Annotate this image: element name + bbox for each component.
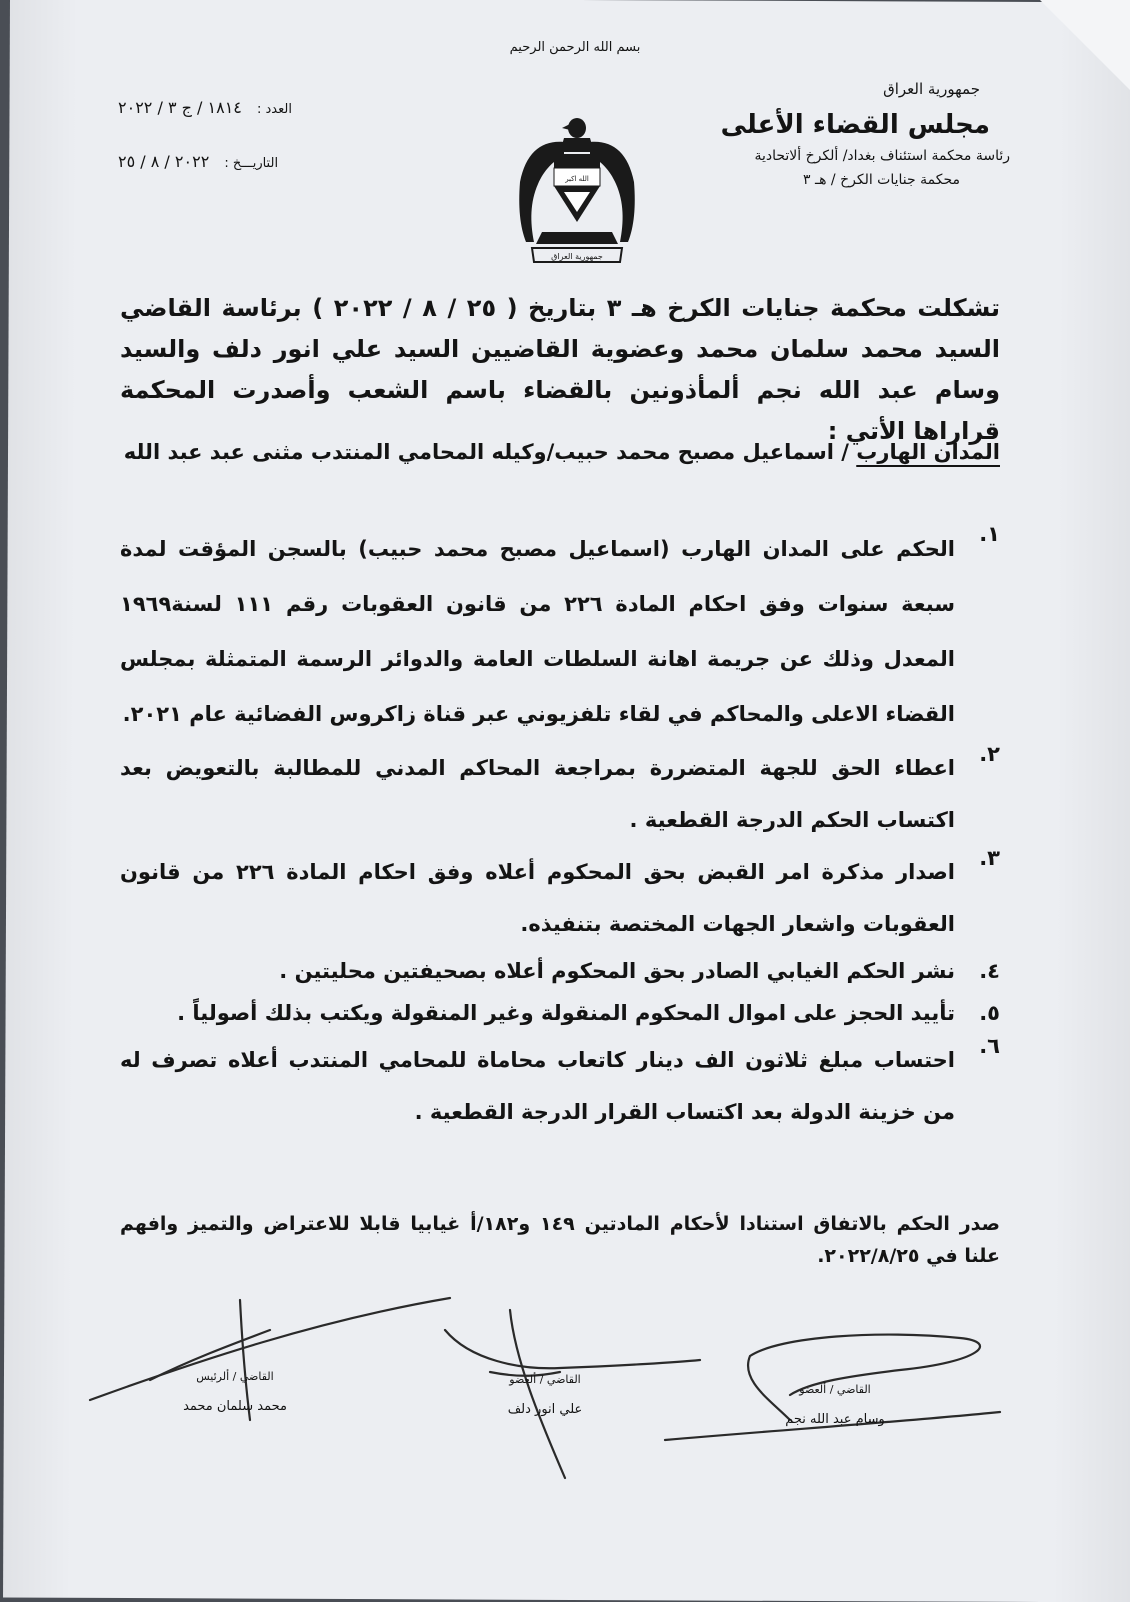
verdict-intro: تشكلت محكمة جنايات الكرخ هـ ٣ بتاريخ ( ٢٥ / ٨ / ٢٠٢٢ ) برئاسة القاضي السيد محمد سلمان محمد وعضوية القاضيين السيد علي انور دلف والسيد وسام عبد الله نجم ألمأذونين بالقضاء باسم الشعب وأصدرت المحكمة قراراها الأتي : <box>120 294 1000 445</box>
signature-name: محمد سلمان محمد <box>183 1399 287 1414</box>
document-date-value: ٢٠٢٢ / ٨ / ٢٥ <box>118 152 210 171</box>
presidency-name: رئاسة محكمة استئناف بغداد/ ألكرخ ألاتحادية <box>754 148 1010 164</box>
item-text: احتساب مبلغ ثلاثون الف دينار كاتعاب محاماة للمحامي المنتدب أعلاه تصرف له من خزينة الدولة بعد اكتساب القرار الدرجة القطعية . <box>120 1048 955 1124</box>
court-name: محكمة جنايات الكرخ / هـ ٣ <box>803 172 960 188</box>
signature-role: القاضي / ألرئيس <box>196 1370 274 1383</box>
item-number: ١. <box>979 522 1000 546</box>
signature-role: القاضي / ألعضو <box>799 1383 871 1396</box>
basmala: بسم الله الرحمن الرحيم <box>509 40 641 55</box>
item-text: نشر الحكم الغيابي الصادر بحق المحكوم أعلاه بصحيفتين محليتين . <box>279 959 955 983</box>
item-text: اعطاء الحق للجهة المتضررة بمراجعة المحاكم المدني للمطالبة بالتعويض بعد اكتساب الحكم الدرجة القطعية . <box>120 756 955 832</box>
document-date-label: التاريـــخ : <box>224 156 279 171</box>
item-number: ٥. <box>979 1001 1000 1025</box>
signature-name: وسام عبد الله نجم <box>785 1412 885 1427</box>
item-text: اصدار مذكرة امر القبض بحق المحكوم أعلاه وفق احكام المادة ٢٢٦ من قانون العقوبات واشعار الجهات المختصة بتنفيذه. <box>120 860 956 936</box>
verdict-closing: صدر الحكم بالاتفاق استنادا لأحكام المادتين ١٤٩ و١٨٢/أ غيابيا قابلا للاعتراض والتميز وافهم علنا في ٢٠٢٢/٨/٢٥. <box>120 1213 1000 1267</box>
council-name: مجلس القضاء الأعلى <box>720 110 990 140</box>
signature-member-2 <box>720 1383 950 1427</box>
item-number: ٤. <box>979 959 1000 983</box>
signature-name: علي انور دلف <box>507 1402 583 1417</box>
convict-name: / اسماعيل مصبح محمد حبيب/وكيله المحامي المنتدب مثنى عبد عبد الله <box>123 440 857 464</box>
signature-role: القاضي / ألعضو <box>509 1373 581 1386</box>
item-number: ٣. <box>979 846 1000 870</box>
country-name: جمهورية العراق <box>883 80 980 98</box>
convict-label: المدان الهارب <box>856 440 1000 464</box>
emblem-motto: جمهورية العراق <box>551 252 603 261</box>
signature-member-1 <box>470 1373 620 1417</box>
item-text: تأييد الحجز على اموال المحكوم المنقولة وغير المنقولة ويكتب بذلك أصولياً . <box>177 1001 955 1025</box>
item-number: ٢. <box>979 742 1000 766</box>
emblem-inscription: الله اكبر <box>565 175 589 183</box>
item-number: ٦. <box>979 1034 1000 1058</box>
reference-number-value: ١٨١٤ / ج ٣ / ٢٠٢٢ <box>118 98 242 117</box>
reference-number-label: العدد : <box>256 102 292 117</box>
item-text: الحكم على المدان الهارب (اسماعيل مصبح محمد حبيب) بالسجن المؤقت لمدة سبعة سنوات وفق احكام المادة ٢٢٦ من قانون العقوبات رقم ١١١ لسنة١٩٦٩ المعدل وذلك عن جريمة اهانة السلطات العامة والدوائر الرسمة المتمثلة بمجلس القضاء الاعلى والمحاكم في لقاء تلفزيوني عبر قناة زاكروس الفضائية عام ٢٠٢١. <box>120 537 955 726</box>
signature-president <box>140 1370 330 1414</box>
